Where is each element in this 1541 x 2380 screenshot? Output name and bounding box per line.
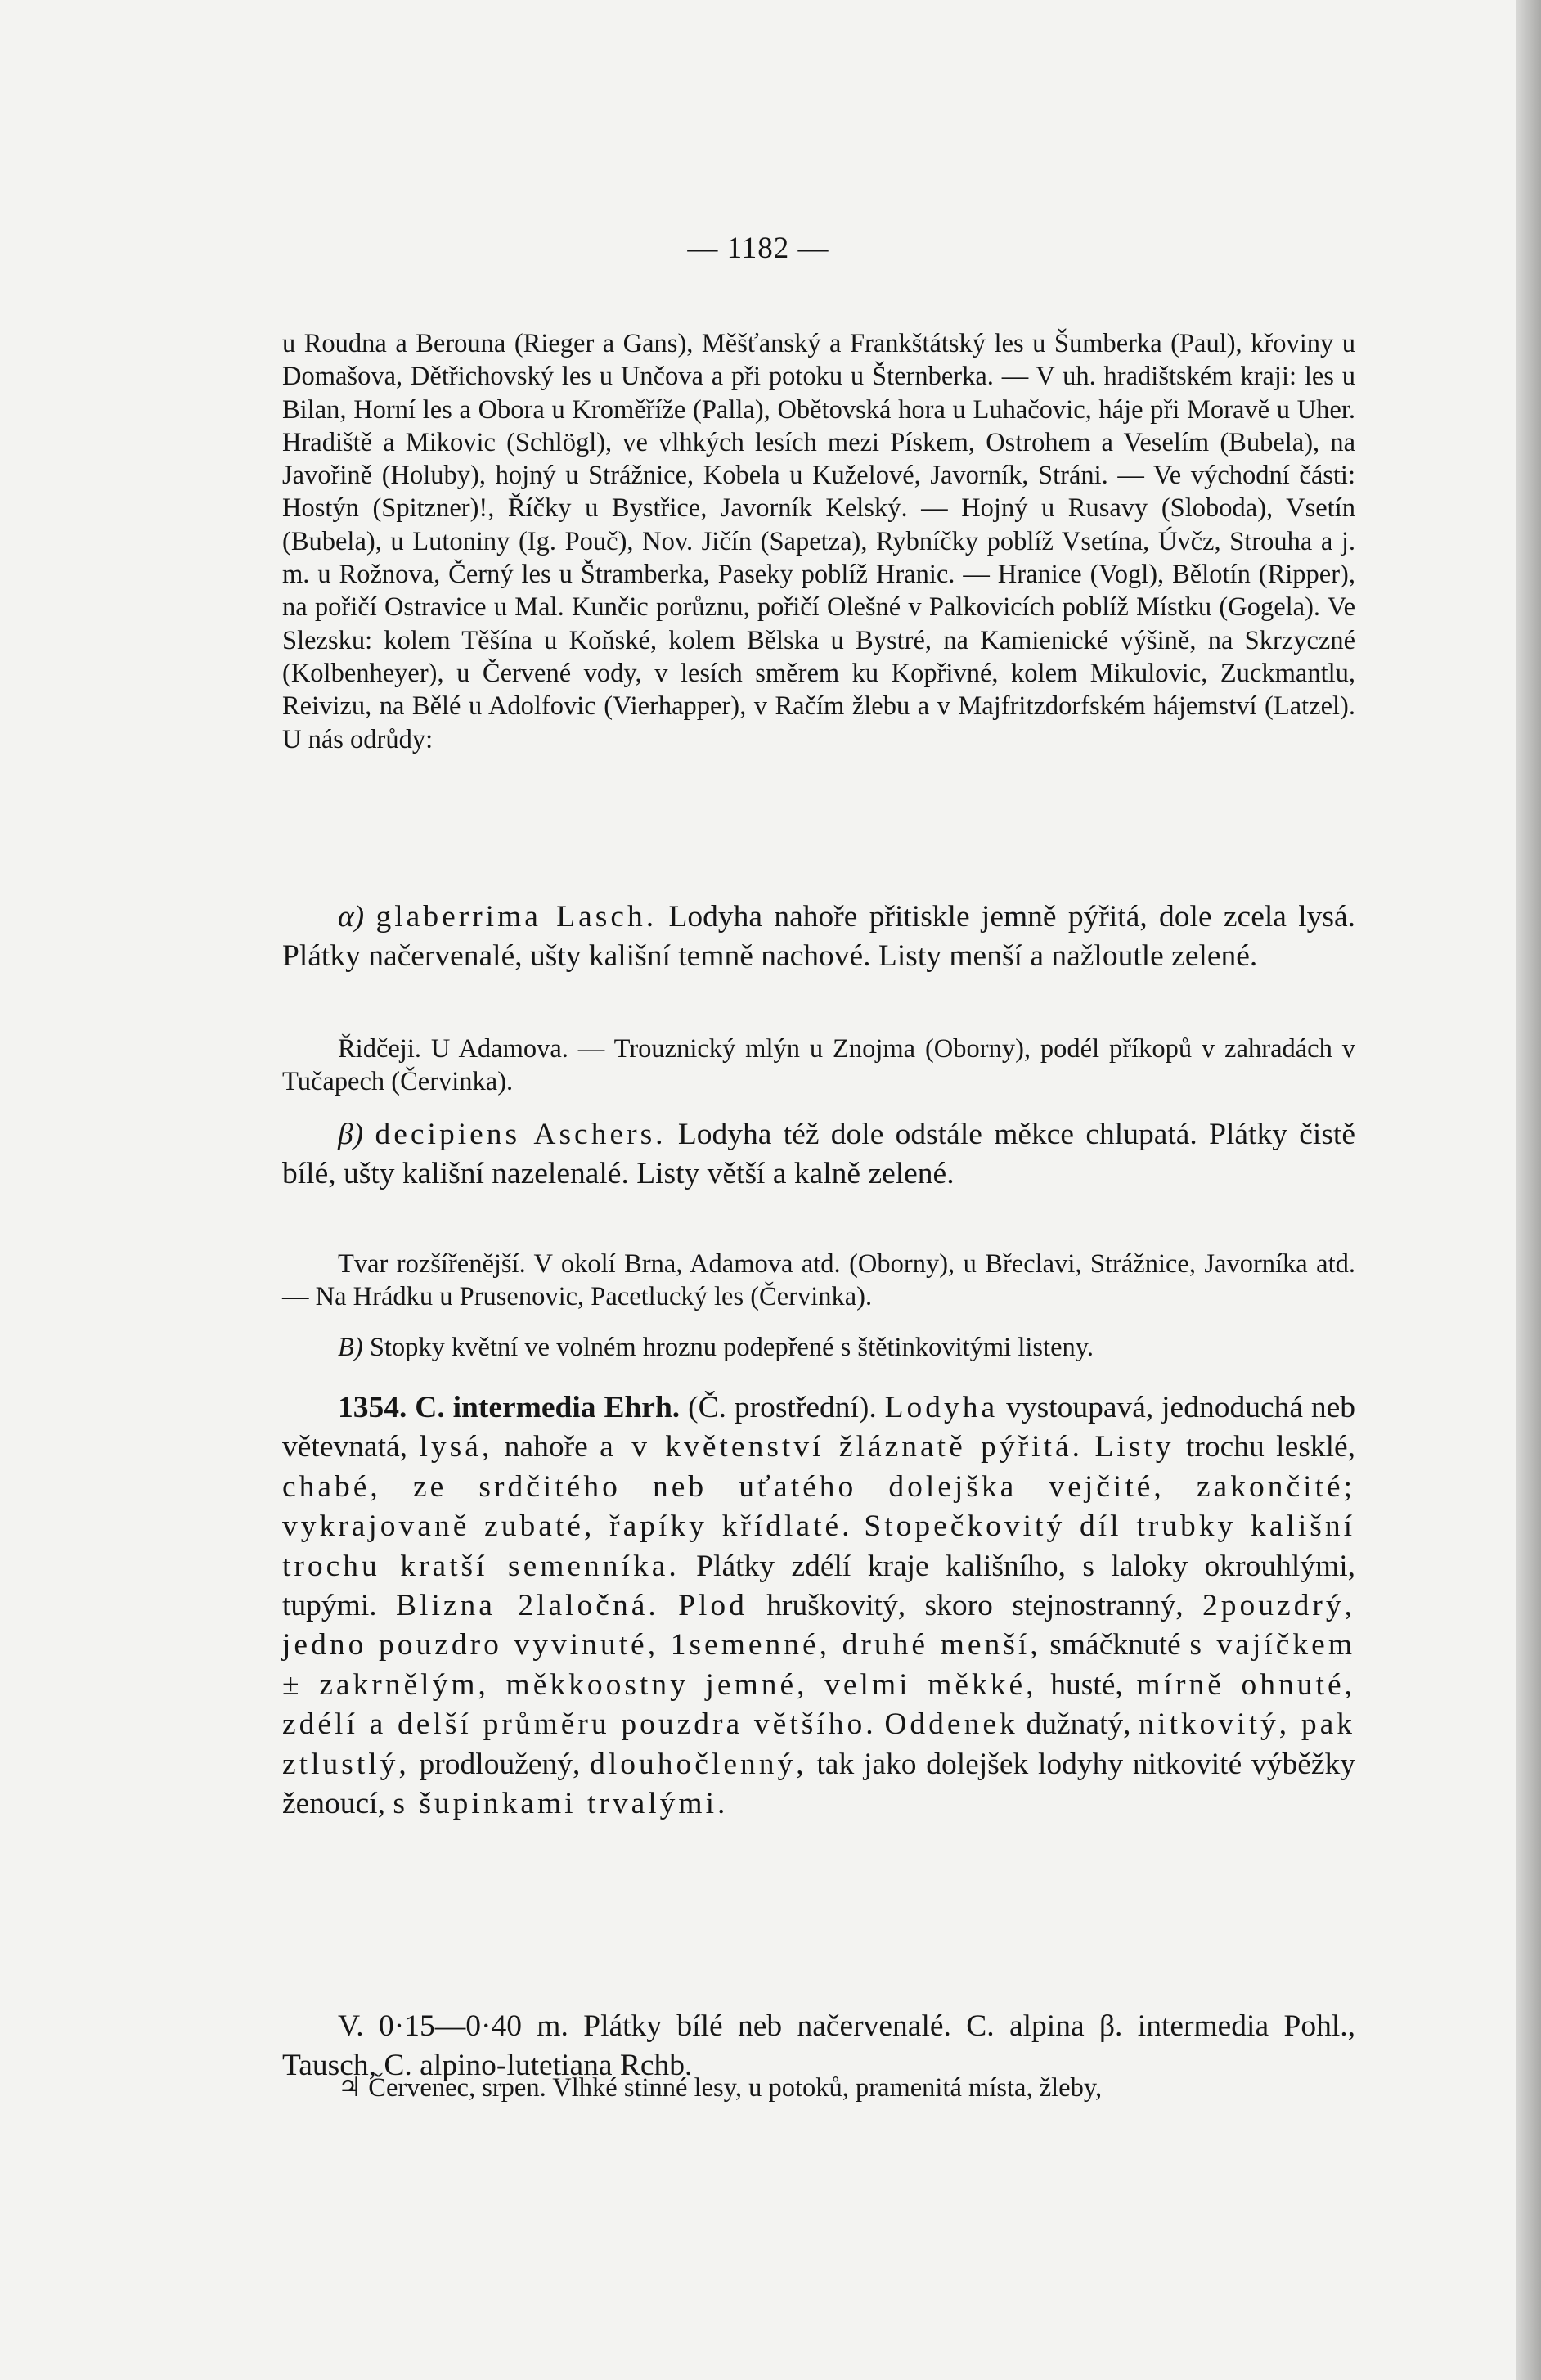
variety-alpha-name: glaberrima Lasch.	[375, 900, 658, 934]
species-description-segment: tak jako dolejšek lodyhy nitkovité výběžky ženoucí,	[282, 1747, 1356, 1821]
species-size-line: V. 0·15—0·40 m. Plátky bílé neb načervenalé. C. alpina β. intermedia Pohl., Tausch, C. alpino-lutetiana Rchb.	[282, 2009, 1355, 2083]
species-description-segment: chabé, ze srdčitého neb uťatého dolejška vejčité, zakončité; vykrajovaně zubaté, řapíky křídlaté.	[282, 1469, 1355, 1544]
species-description-segment: Lodyha	[884, 1391, 999, 1424]
variety-beta-description: Lodyha též dole odstále měkce chlupatá. Plátky čistě bílé, ušty kališní nazelenalé. Listy větší a kalně zelené.	[282, 1118, 1355, 1191]
form-b-text: Stopky květní ve volném hroznu podepřené s štětinkovitými listeny.	[369, 1333, 1094, 1362]
species-description-segment: trochu lesklé,	[1174, 1430, 1356, 1464]
variety-alpha-marker: α)	[338, 900, 365, 934]
species-number: 1354.	[338, 1391, 407, 1424]
species-habitat-line: ♃ Červenec, srpen. Vlhké stinné lesy, u potoků, pramenitá místa, žleby,	[338, 2073, 1103, 2103]
species-name: C. intermedia Ehrh.	[415, 1391, 681, 1424]
species-description-segment	[877, 1707, 885, 1741]
species-description	[282, 1391, 1355, 1820]
variety-beta-name: decipiens Aschers.	[375, 1118, 667, 1151]
page-number: — 1182 —	[687, 232, 829, 265]
variety-alpha-description: Lodyha nahoře přitiskle jemně pýřitá, dole zcela lysá. Plátky načervenalé, ušty kališní temně nachové. Listy menší a nažloutle zelené.	[282, 900, 1356, 974]
species-description-segment: vystoupavá, jednoduchá neb větevnatá,	[282, 1391, 1356, 1464]
variety-alpha	[282, 898, 1355, 977]
species-description-segment: Plátky zdélí kraje kališního, s laloky okrouhlými, tupými.	[282, 1549, 1355, 1623]
species-description-segment: lysá,	[419, 1430, 493, 1464]
species-description-segment: dužnatý,	[1018, 1707, 1139, 1742]
variety-beta-marker: β)	[338, 1118, 364, 1151]
species-description-segment: mírně ohnuté, zdélí a delší průměru pouzdra většího.	[282, 1667, 1355, 1742]
form-b-marker: B)	[338, 1333, 363, 1362]
variety-beta	[282, 1115, 1355, 1194]
species-description-segment: Oddenek	[884, 1707, 1018, 1742]
distribution-paragraph: u Roudna a Berouna (Rieger a Gans), Měšťanský a Frankštátský les u Šumberka (Paul), křoviny u Domašova, Dětřichovský les u Unčova a při potoku u Šternberka. — V uh. hradištském kraji: les u Bilan, Horní les a Obora u Kroměříže (Palla), Obětovská hora u Luhačovic, háje při Moravě u Uher. Hradiště a Mikovic (Schlögl), ve vlhkých lesích mezi Pískem, Ostrohem a Veselím (Bubela), na Javořině (Holuby), hojný u Strážnice, Kobela u Kuželové, Javorník, Stráni. — Ve východní části: Hostýn (Spitzner)!, Říčky u Bystřice, Javorník Kelský. — Hojný u Rusavy (Sloboda), Vsetín (Bubela), u Lutoniny (Ig. Pouč), Nov. Jičín (Sapetza), Rybníčky poblíž Vsetína, Úvčz, Strouha a j. m. u Rožnova, Černý les u Štramberka, Paseky poblíž Hranic. — Hranice (Vogl), Bělotín (Ripper), na pořičí Ostravice u Mal. Kunčic porůznu, pořičí Olešné v Palkovicích poblíž Místku (Gogela). Ve Slezsku: kolem Těšína u Koňské, kolem Bělska u Bystré, na Kamienické výšině, na Skrzyczné (Kolbenheyer), u Červené vody, v lesích směrem ku Kopřivné, kolem Mikulovic, Zuckmantlu, Reivizu, na Bělé u Adolfovic (Vierhapper), v Račím žlebu a v Majfritzdorfském hájemství (Latzel). U nás odrůdy:	[282, 329, 1355, 754]
species-description-segment: hruškovitý, skoro stejnostranný,	[747, 1589, 1202, 1623]
species-description-segment: 2pouzdrý, jedno pouzdro vyvinuté, 1semenné, druhé menší,	[282, 1589, 1355, 1662]
species-description-segment: a v květenství žláznatě pýřitá.	[600, 1430, 1084, 1464]
species-description-segment	[659, 1589, 678, 1622]
species-czech-name: (Č. prostřední).	[688, 1391, 877, 1424]
species-description-segment: Stopečkovitý díl trubky kališní trochu kratší semenníka.	[282, 1509, 1355, 1583]
species-description-segment: Listy	[1094, 1430, 1175, 1464]
species-description-segment: smáčknuté	[1040, 1628, 1190, 1662]
species-description-segment: nitkovitý, pak ztlustlý,	[282, 1707, 1355, 1781]
species-description-segment: dlouhočlenný,	[590, 1747, 807, 1781]
species-description-segment: nahoře	[492, 1430, 600, 1464]
species-description-segment	[1083, 1430, 1094, 1464]
variety-alpha-localities: Řidčeji. U Adamova. — Trouznický mlýn u Znojma (Oborny), podél příkopů v zahradách v Tučapech (Červinka).	[282, 1034, 1355, 1097]
species-description-segment: Blizna 2laločná.	[396, 1589, 659, 1623]
species-description-segment: Plod	[678, 1589, 748, 1623]
species-description-segment: prodloužený,	[409, 1747, 591, 1781]
species-description-segment: s vajíčkem ± zakrnělým, měkkoostny jemné, velmi měkké,	[282, 1628, 1355, 1702]
species-description-segment: s šupinkami trvalými.	[393, 1787, 729, 1821]
species-description-segment	[853, 1509, 865, 1543]
scan-border	[1516, 0, 1541, 2380]
species-description-segment: husté,	[1036, 1667, 1137, 1702]
form-b	[282, 1331, 1355, 1364]
variety-beta-localities: Tvar rozšířenější. V okolí Brna, Adamova atd. (Oborny), u Břeclavi, Strážnice, Javorníka atd. — Na Hrádku u Prusenovic, Pacetlucký les (Červinka).	[282, 1249, 1355, 1312]
species-entry	[282, 1388, 1355, 1824]
